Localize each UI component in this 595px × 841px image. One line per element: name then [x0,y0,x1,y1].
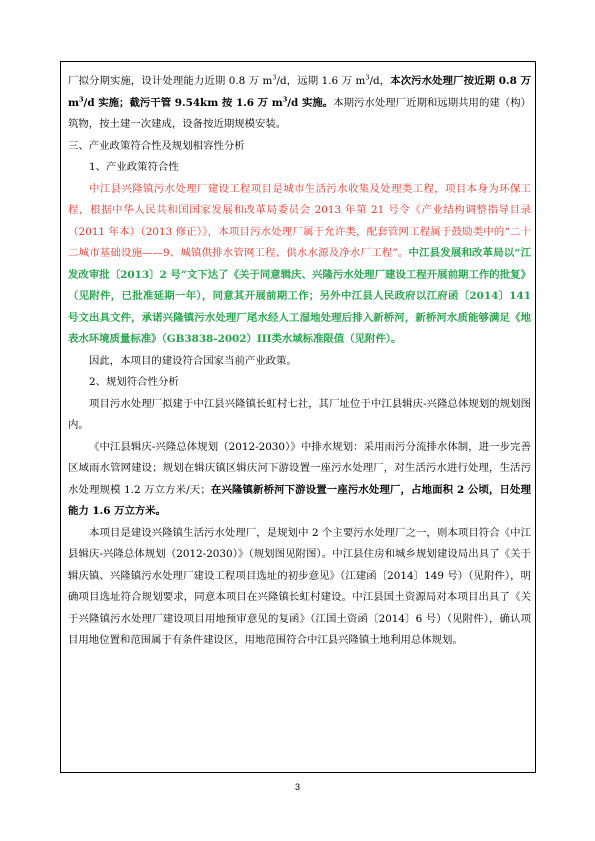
policy-green-text: 中江县发展和改革局以“江发改审批〔2013〕2 号”文下达了《关于同意辑庆、兴隆污水处理厂建设工程开展前期工作的批复》（见附件，已批准延期一年），同意其开展前期工作；另外中江县人民政府以江府函〔2014〕141 号文出具文件，承诺兴隆镇污水处理厂尾水经人工湿地处理后排入新桥河，新桥河水质能够满足《地表水环境质量标准》（GB3838-2002）III类水域标准限值（见附件）。 [68,247,532,345]
section-heading-3: 三、产业政策符合性及规划相容性分析 [68,139,245,152]
capacity-text-1: 厂拟分期实施，设计处理能力近期 0.8 万 m [68,75,273,87]
capacity-text-2: /d，远期 1.6 万 m [276,75,366,87]
paragraph-policy [68,179,531,351]
superscript: 3 [272,73,277,82]
policy-red-text: 中江县兴隆镇污水处理厂建设工程项目是城市生活污水收集及处理类工程，项目本身为环保工程，根据中华人民共和国国家发展和改革局委员会 2013 年第 21 号令《产业结构调整指导目录（2011 年本）（2013 修正）》，本项目污水处理厂属于允许类，配套管网工程属于鼓励类中的“二十二城市基础设施——9、城镇供排水管网工程、供水水源及净水厂工程”。 [68,182,531,259]
superscript: 3 [79,95,84,104]
superscript: 3 [365,73,370,82]
paragraph-planning-2 [68,437,531,523]
superscript: 3 [282,95,288,104]
capacity-bold-3: /d 实施。 [287,96,334,109]
planning-2-text: 《中江县辑庆-兴隆总体规划（2012-2030）》中排水规划：采用雨污分流排水体制，进一步完善区域雨水管网建设；规划在辑庆镇区辑庆河下游设置一座污水处理厂，对生活污水进行处理，生活污水处理规模 1.2 万立方米/天； [68,440,531,496]
page-number: 3 [294,782,300,792]
paragraph-planning-1: 项目污水处理厂拟建于中江县兴隆镇长虹村七社，其厂址位于中江县辑庆-兴隆总体规划的规划图内。 [68,397,531,431]
capacity-text-end: 本期污水处理厂近期和远期共用的建（构）筑物，按土建一次建成，设备按近期规模安装。 [68,96,531,130]
subheading-planning: 2、规划符合性分析 [89,376,179,388]
capacity-bold-1: 本次污水处理厂按近期 0.8 万 m [68,75,531,109]
paragraph-policy-conclusion: 因此，本项目的建设符合国家当前产业政策。 [89,354,297,367]
subheading-industry-policy: 1、产业政策符合性 [89,161,179,173]
planning-2-bold: 在兴隆镇新桥河下游设置一座污水处理厂，占地面积 2 公顷，日处理能力 1.6 万立方米。 [68,483,531,517]
paragraph-planning-3: 本项目是建设兴隆镇生活污水处理厂，是规划中 2 个主要污水处理厂之一，则本项目符合《中江县辑庆-兴隆总体规划（2012-2030）》（规划图见附图）。中江县住房和城乡规划建设局出具了《关于辑庆镇、兴隆镇污水处理厂建设工程项目选址的初步意见》（江建函〔2014〕149 号）（见附件），明确项目选址符合规划要求，同意本项目在兴隆镇长虹村建设。中江县国土资源局对本项目出具了《关于兴隆镇污水处理厂建设项目用地预审意见的复函》（江国土资函〔2014〕6 号）（见附件），确认项目用地位置和范围属于有条件建设区，用地范围符合中江县兴隆镇土地利用总体规划。 [68,526,531,646]
capacity-text-3: /d， [369,75,391,87]
document-body [68,71,531,652]
paragraph-capacity [68,71,531,136]
capacity-bold-2: /d 实施；截污干管 9.54km 按 1.6 万 m [83,96,283,109]
